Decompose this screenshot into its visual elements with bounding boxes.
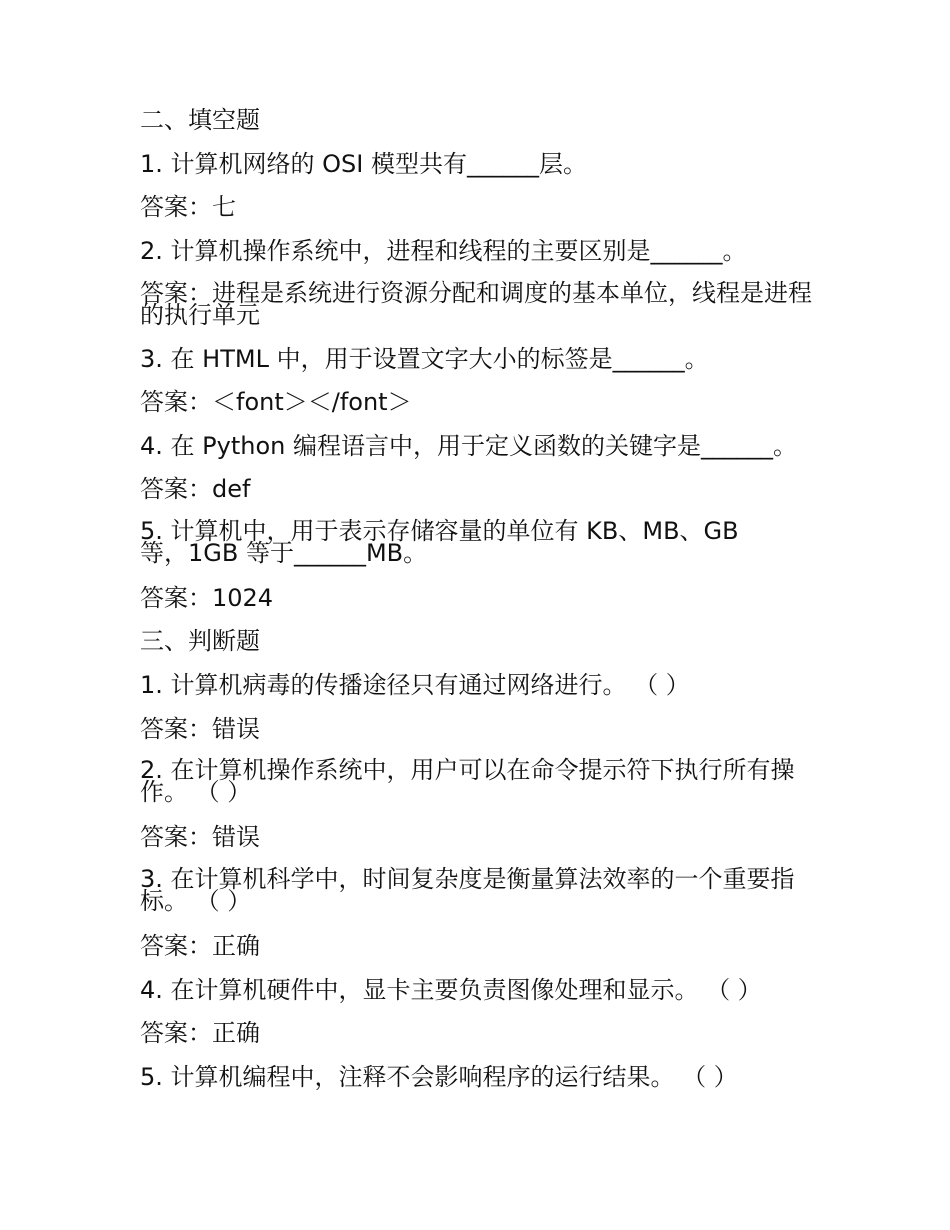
true-false-answer-4: 答案：正确 — [140, 1019, 260, 1047]
true-false-question-1: 1. 计算机病毒的传播途径只有通过网络进行。 （ ） — [140, 671, 690, 699]
fill-in-answer-4: 答案：def — [140, 475, 251, 503]
true-false-question-3: 3. 在计算机科学中，时间复杂度是衡量算法效率的一个重要指标。 （ ） — [140, 865, 795, 915]
true-false-question-4: 4. 在计算机硬件中，显卡主要负责图像处理和显示。 （ ） — [140, 976, 762, 1004]
true-false-answer-1: 答案：错误 — [140, 715, 260, 743]
section-heading-true-false: 三、判断题 — [140, 627, 260, 655]
fill-in-answer-2: 答案：进程是系统进行资源分配和调度的基本单位，线程是进程的执行单元 — [140, 279, 812, 329]
fill-in-answer-1: 答案：七 — [140, 193, 236, 221]
fill-in-answer-3: 答案：＜font＞＜/font＞ — [140, 388, 412, 416]
fill-in-question-3: 3. 在 HTML 中，用于设置文字大小的标签是______。 — [140, 345, 709, 373]
section-heading-fill-in: 二、填空题 — [140, 106, 260, 134]
fill-in-question-5: 5. 计算机中，用于表示存储容量的单位有 KB、MB、GB 等，1GB 等于______MB。 — [140, 517, 739, 567]
fill-in-question-4: 4. 在 Python 编程语言中，用于定义函数的关键字是______。 — [140, 432, 797, 460]
true-false-answer-3: 答案：正确 — [140, 932, 260, 960]
fill-in-question-1: 1. 计算机网络的 OSI 模型共有______层。 — [140, 150, 587, 178]
fill-in-answer-5: 答案：1024 — [140, 584, 274, 612]
fill-in-question-2: 2. 计算机操作系统中，进程和线程的主要区别是______。 — [140, 237, 747, 265]
true-false-answer-2: 答案：错误 — [140, 823, 260, 851]
true-false-question-5: 5. 计算机编程中，注释不会影响程序的运行结果。 （ ） — [140, 1063, 738, 1091]
true-false-question-2: 2. 在计算机操作系统中，用户可以在命令提示符下执行所有操作。 （ ） — [140, 756, 795, 806]
